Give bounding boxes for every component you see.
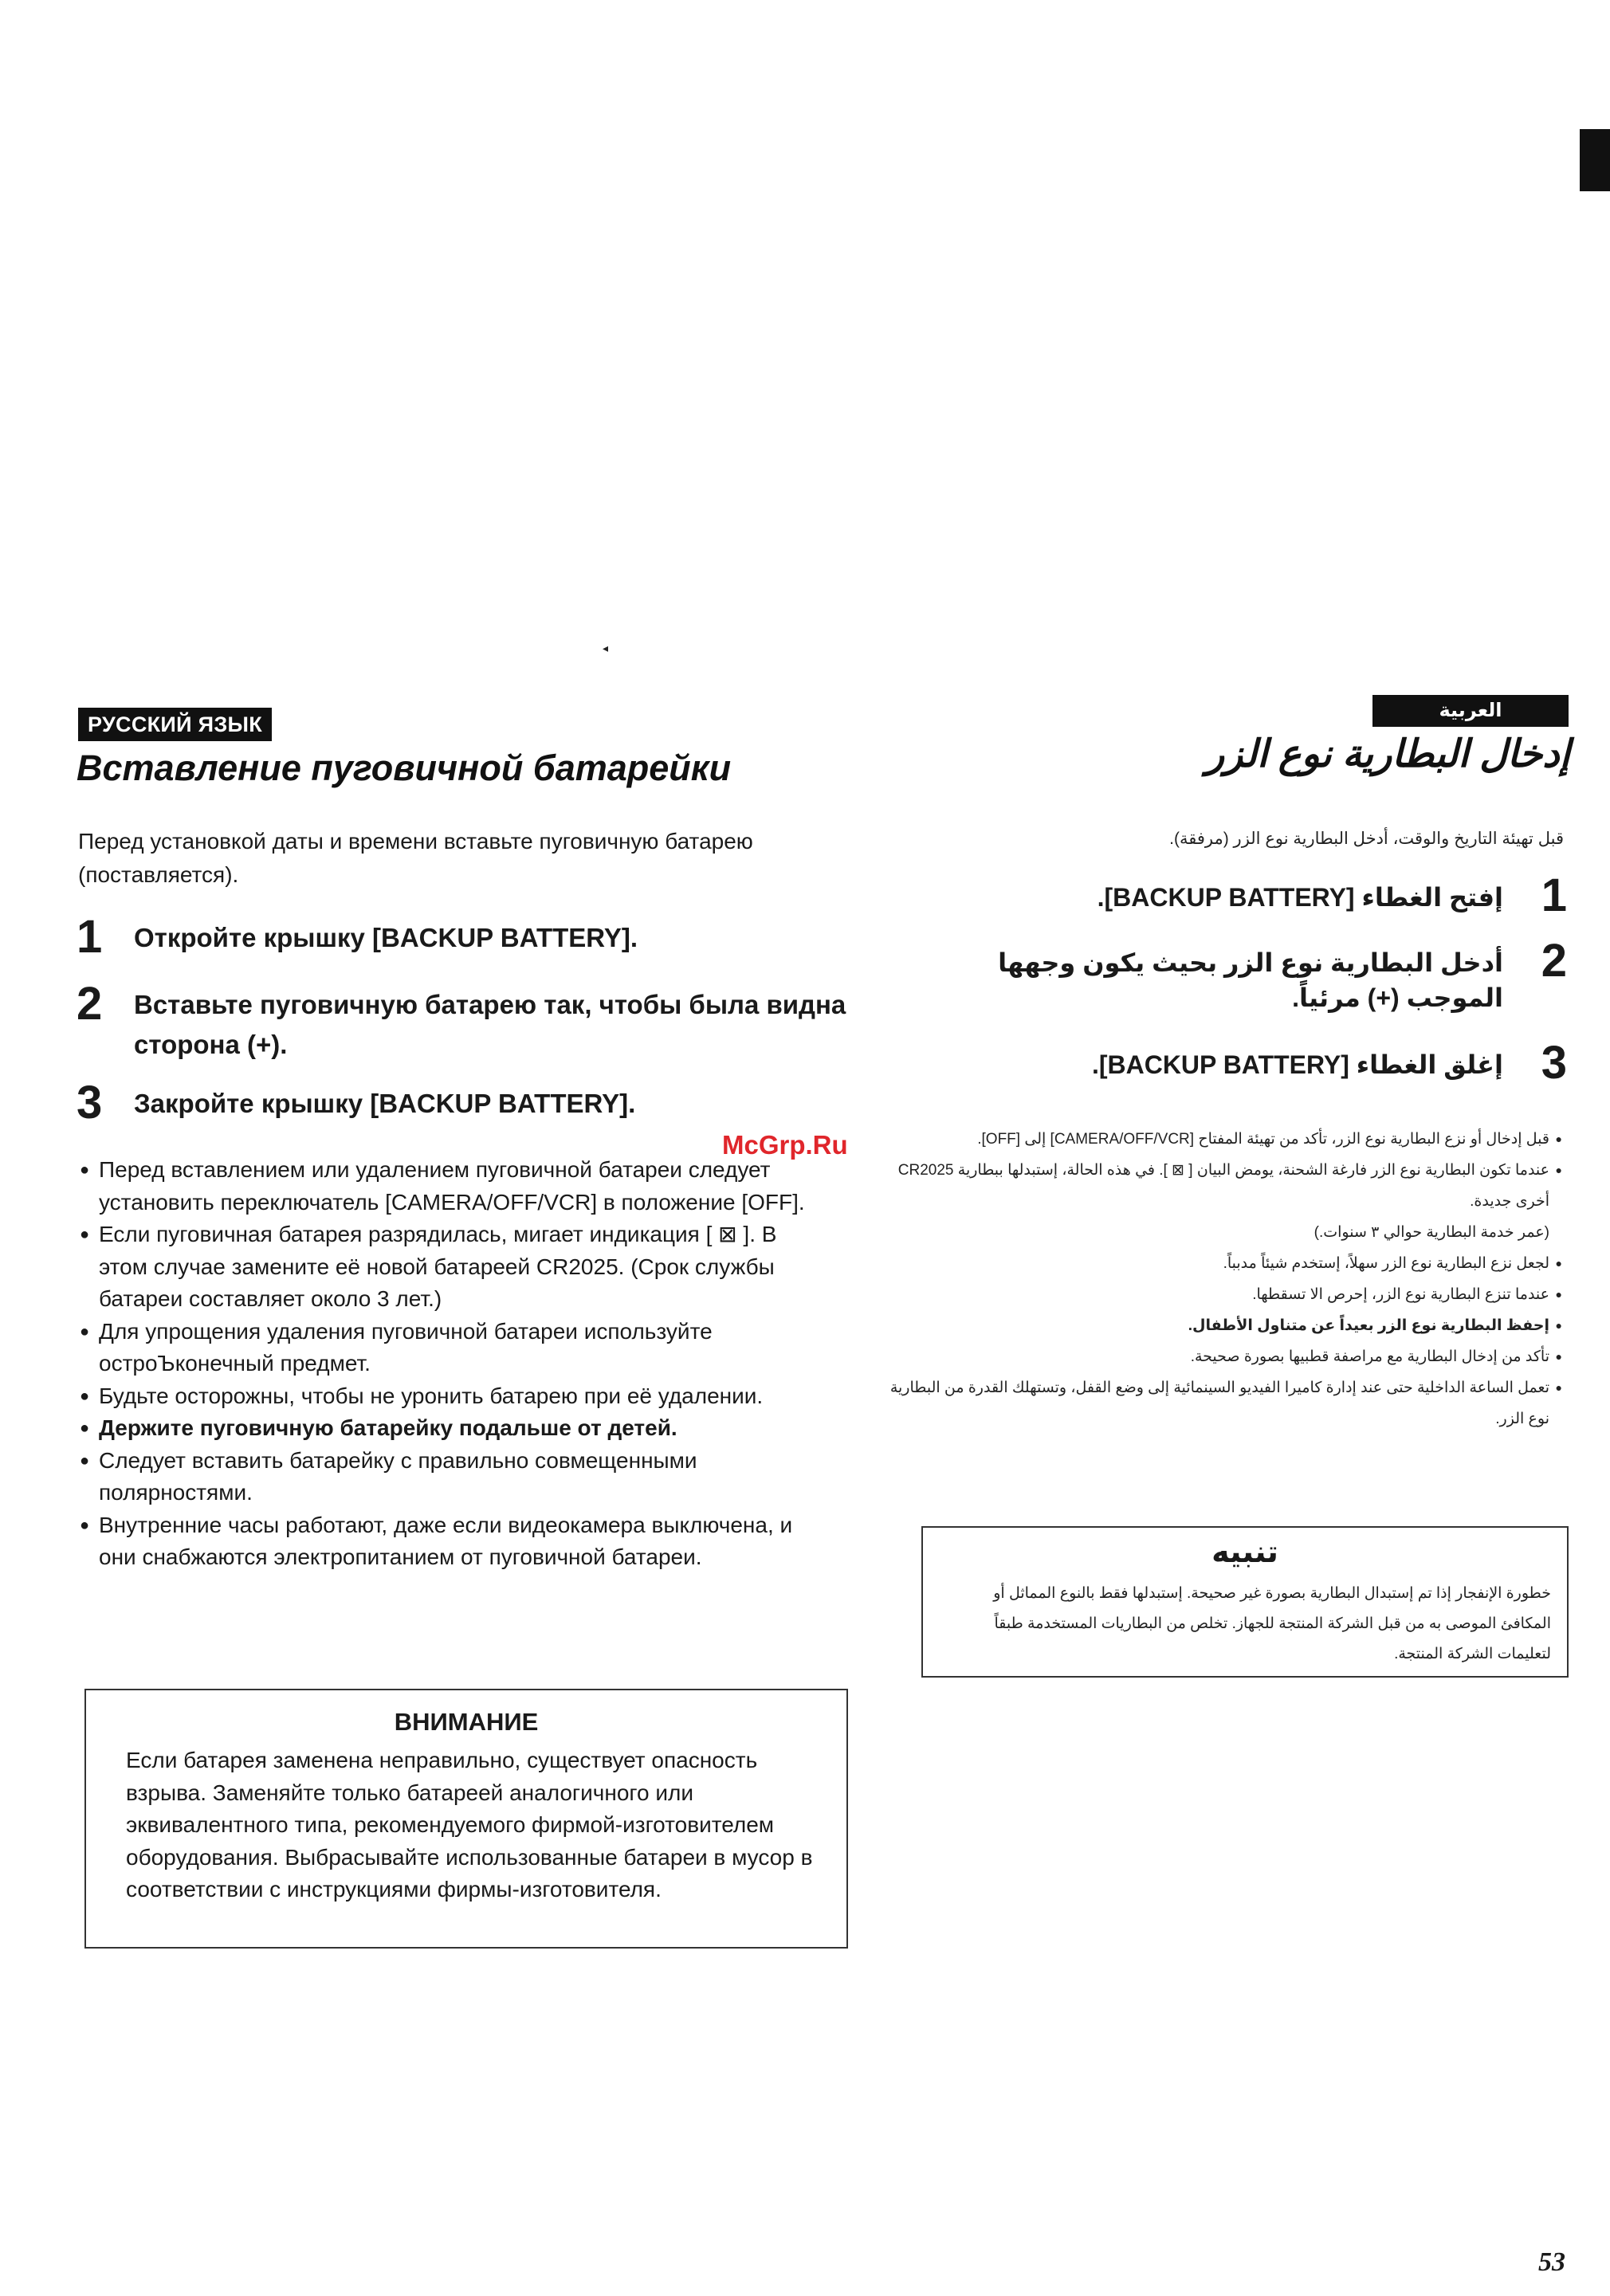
step-text: إغلق الغطاء [BACKUP BATTERY]. [1091, 1050, 1503, 1079]
list-item: ● قبل إدخال أو نزع البطارية نوع الزر، تأكد من تهيئة المفتاح [CAMERA/OFF/VCR] إلى [OFF]. [877, 1124, 1562, 1155]
russian-notes-list [80, 1154, 821, 1574]
arabic-intro: قبل تهيئة التاريخ والوقت، أدخل البطارية نوع الزر (مرفقة). [1169, 830, 1564, 848]
arabic-step-2 [877, 935, 1567, 1015]
list-item: ● تأكد من إدخال البطارية مع مراصفة قطبيها بصورة صحيحة. [877, 1341, 1562, 1372]
list-item: ● Внутренние часы работают, даже если видеокамера выключена, и они снабжаются электропитанием от пуговичной батареи. [80, 1509, 821, 1574]
arabic-language-tag: العربية [1372, 695, 1569, 727]
warning-title: ВНИМАНИЕ [394, 1708, 539, 1736]
warning-text: Если батарея заменена неправильно, существует опасность взрыва. Заменяйте только батареей аналогичного или эквивалентного типа, рекомендуемого фирмой-изготовителем оборудования. Выбрасывайте использованные батареи в мусор в соответствии с инструкциями фирмы-изготовителя. [126, 1748, 813, 1902]
step-text: Вставьте пуговичную батарею так, чтобы была видна сторона (+). [134, 990, 846, 1059]
russian-step-3 [77, 1077, 858, 1128]
list-item: ● عندما تنزع البطارية نوع الزر، إحرص الا تسقطها. [877, 1279, 1562, 1310]
russian-intro: Перед установкой даты и времени вставьте пуговичную батарею (поставляется). [78, 829, 753, 887]
list-item: ● إحفظ البطارية نوع الزر بعيداً عن متناول الأطفال. [877, 1310, 1562, 1341]
arabic-step-3 [877, 1037, 1567, 1089]
arabic-notes-list [877, 1124, 1562, 1435]
russian-warning-box [84, 1689, 848, 1949]
page-edge-tab [1580, 129, 1610, 191]
step-text: إفتح الغطاء [BACKUP BATTERY]. [1097, 883, 1503, 912]
step-number: 1 [1541, 869, 1567, 921]
step-number: 2 [1541, 935, 1567, 987]
russian-step-1 [77, 911, 858, 963]
step-number: 3 [1541, 1037, 1567, 1089]
step-number: 2 [77, 978, 103, 1030]
step-text: Закройте крышку [BACKUP BATTERY]. [134, 1089, 636, 1118]
arabic-warning-box [921, 1526, 1569, 1678]
arabic-step-1 [877, 869, 1567, 921]
warning-text: خطورة الإنفجار إذا تم إستبدال البطارية بصورة غير صحيحة. إستبدلها فقط بالنوع المماثل أو المكافئ الموصى به من قبل الشركة المنتجة للجهاز. تخلص من البطاريات المستخدمة طبقاً لتعليمات الشركة المنتجة. [993, 1585, 1551, 1662]
list-item: ● Если пуговичная батарея разрядилась, мигает индикация [ ⊠ ]. В этом случае замените её новой батареей CR2025. (Срок службы батареи составляет около 3 лет.) [80, 1219, 821, 1316]
list-item: ● Будьте осторожны, чтобы не уронить батарею при её удалении. [80, 1380, 821, 1413]
list-item: ● Следует вставить батарейку с правильно совмещенными полярностями. [80, 1445, 821, 1509]
step-number: 1 [77, 911, 103, 963]
page-number: 53 [1538, 2247, 1565, 2277]
russian-section-title: Вставление пуговичной батарейки [77, 748, 732, 788]
list-item: ● Для упрощения удаления пуговичной батареи используйте остроЪконечный предмет. [80, 1316, 821, 1380]
list-item: ● Держите пуговичную батарейку подальше от детей. [80, 1412, 821, 1445]
list-item-note: (عمر خدمة البطارية حوالي ٣ سنوات.) [1314, 1224, 1549, 1241]
warning-title: تنبيه [1211, 1536, 1278, 1569]
list-item: ● عندما تكون البطارية نوع الزر فارغة الشحنة، يومض البيان [ ⊠ ]. في هذه الحالة، إستبدلها ببطارية CR2025 أخرى جديدة. [877, 1155, 1562, 1217]
scan-speck: ◂ [603, 642, 609, 654]
list-item: ● لجعل نزع البطارية نوع الزر سهلاً، إستخدم شيئاً مدبباً. [877, 1248, 1562, 1279]
arabic-section-title: إدخال البطارية نوع الزر [1205, 733, 1570, 775]
step-text: Откройте крышку [BACKUP BATTERY]. [134, 923, 638, 952]
list-item: ● Перед вставлением или удалением пуговичной батареи следует установить переключатель [CAMERA/OFF/VCR] в положение [OFF]. [80, 1154, 821, 1219]
russian-step-2 [77, 978, 858, 1065]
russian-language-tag: РУССКИЙ ЯЗЫК [78, 708, 272, 741]
list-item: ● تعمل الساعة الداخلية حتى عند إدارة كاميرا الفيديو السينمائية إلى وضع القفل، وتستهلك القدرة من البطارية نوع الزر. [877, 1372, 1562, 1435]
step-number: 3 [77, 1077, 103, 1128]
site-watermark: McGrp.Ru [722, 1130, 848, 1160]
step-text: أدخل البطارية نوع الزر بحيث يكون وجهها الموجب (+) مرئياً. [998, 948, 1503, 1012]
